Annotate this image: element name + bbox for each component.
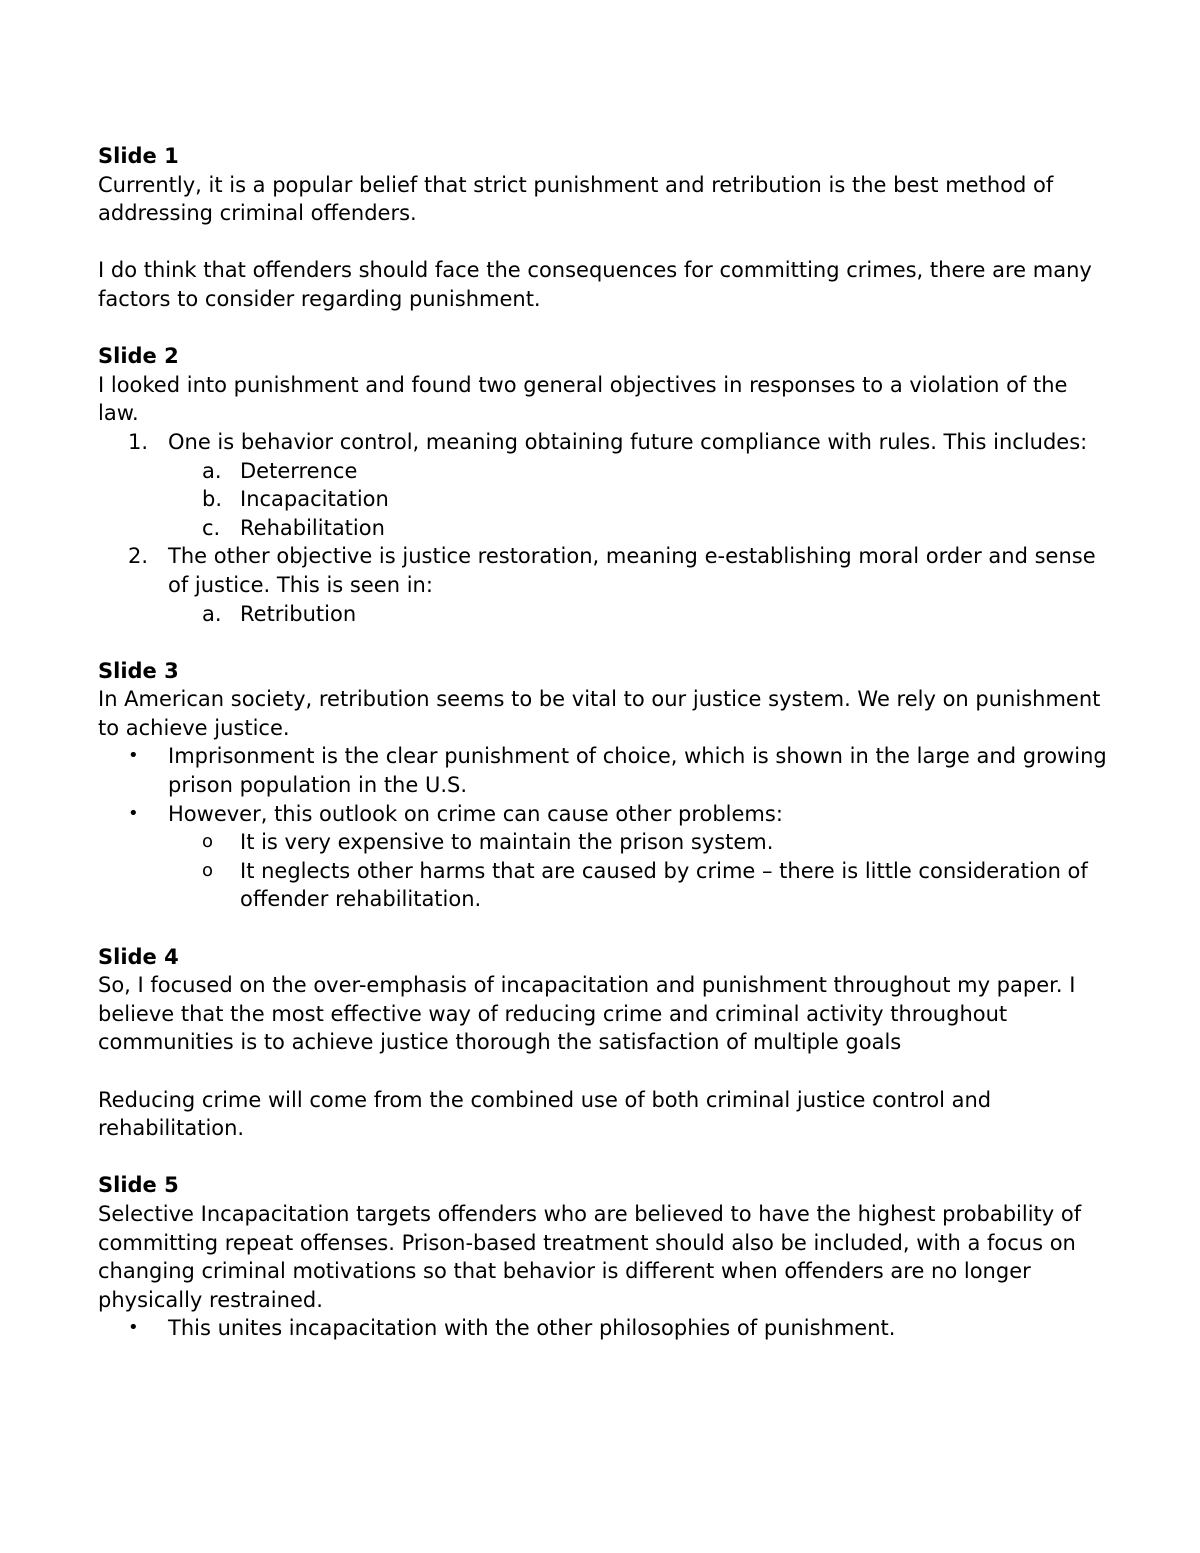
- sub-bullet-item: [98, 857, 1108, 914]
- circle-bullet-icon: o: [202, 859, 214, 881]
- sub-list-item: [98, 485, 1108, 514]
- sub-list-item: [98, 457, 1108, 486]
- slide-5-heading: Slide 5: [98, 1173, 179, 1198]
- slide-3-intro: In American society, retribution seems to be vital to our justice system. We rely on punishment to achieve justice.: [98, 687, 1101, 740]
- sub-list-item: [98, 514, 1108, 543]
- slide-2-section: [98, 342, 1108, 628]
- bullet-item-text: Imprisonment is the clear punishment of choice, which is shown in the large and growing prison population in the U.S.: [168, 744, 1107, 798]
- slide-2-heading: Slide 2: [98, 344, 179, 369]
- slide-5-paragraph: Selective Incapacitation targets offenders who are believed to have the highest probability of committing repeat offenses. Prison-based treatment should also be included, with a focus on changing criminal motivations so that behavior is different when offenders are no longer physically restrained.: [98, 1201, 1082, 1312]
- slide-1-paragraph-2: I do think that offenders should face the consequences for committing crimes, there are many factors to consider regarding punishment.: [98, 258, 1092, 311]
- slide-5-bullet-list: [98, 1314, 1108, 1343]
- bullet-icon: •: [128, 1317, 139, 1339]
- list-item-text: The other objective is justice restoration, meaning e-establishing moral order and sense of justice. This is seen in:: [168, 544, 1096, 597]
- slide-2-intro: I looked into punishment and found two general objectives in responses to a violation of the law.: [98, 372, 1068, 426]
- list-number: 2.: [128, 544, 149, 569]
- slide-4-paragraph-1: So, I focused on the over-emphasis of incapacitation and punishment throughout my paper. I believe that the most effective way of reducing crime and criminal activity throughout communities is to achieve justice thorough the satisfaction of multiple goals: [98, 973, 1076, 1055]
- sub-list-item-text: Rehabilitation: [240, 515, 385, 540]
- bullet-item: [98, 1314, 1108, 1343]
- slide-3-section: [98, 657, 1108, 914]
- slide-4-section: [98, 943, 1108, 1143]
- bullet-icon: •: [128, 802, 139, 824]
- slide-4-heading: Slide 4: [98, 944, 179, 969]
- slide-3-heading: Slide 3: [98, 658, 179, 683]
- sub-list-letter: b.: [202, 487, 223, 512]
- sub-bullet-item-text: It neglects other harms that are caused by crime – there is little consideration of offender rehabilitation.: [240, 858, 1088, 912]
- sub-list-item: [98, 600, 1108, 629]
- slide-4-paragraph-2: Reducing crime will come from the combined use of both criminal justice control and rehabilitation.: [98, 1087, 992, 1141]
- bullet-icon: •: [128, 745, 139, 767]
- slide-1-paragraph-1: Currently, it is a popular belief that strict punishment and retribution is the best method of addressing criminal offenders.: [98, 172, 1054, 226]
- slide-2-numbered-list: [98, 428, 1108, 628]
- bullet-item-text: However, this outlook on crime can cause other problems:: [168, 801, 783, 826]
- sub-list-letter: a.: [202, 458, 222, 483]
- slide-5-section: [98, 1171, 1108, 1343]
- sub-bullet-item-text: It is very expensive to maintain the prison system.: [240, 830, 774, 855]
- document-page: [98, 142, 1108, 1372]
- sub-list-item-text: Deterrence: [240, 458, 358, 483]
- slide-3-bullet-list: [98, 742, 1108, 914]
- list-item: [98, 542, 1108, 599]
- sub-list-item-text: Incapacitation: [240, 487, 389, 512]
- sub-list-item-text: Retribution: [240, 601, 357, 626]
- list-number: 1.: [128, 429, 149, 454]
- sub-list-letter: c.: [202, 515, 221, 540]
- bullet-item-text: This unites incapacitation with the other philosophies of punishment.: [168, 1316, 896, 1341]
- sub-list-letter: a.: [202, 601, 222, 626]
- bullet-item: [98, 800, 1108, 829]
- list-item-text: One is behavior control, meaning obtaining future compliance with rules. This includes:: [168, 429, 1088, 454]
- sub-bullet-item: [98, 828, 1108, 857]
- slide-1-heading: Slide 1: [98, 144, 179, 168]
- list-item: [98, 428, 1108, 457]
- circle-bullet-icon: o: [202, 831, 214, 853]
- slide-1-section: [98, 142, 1108, 314]
- bullet-item: [98, 742, 1108, 799]
